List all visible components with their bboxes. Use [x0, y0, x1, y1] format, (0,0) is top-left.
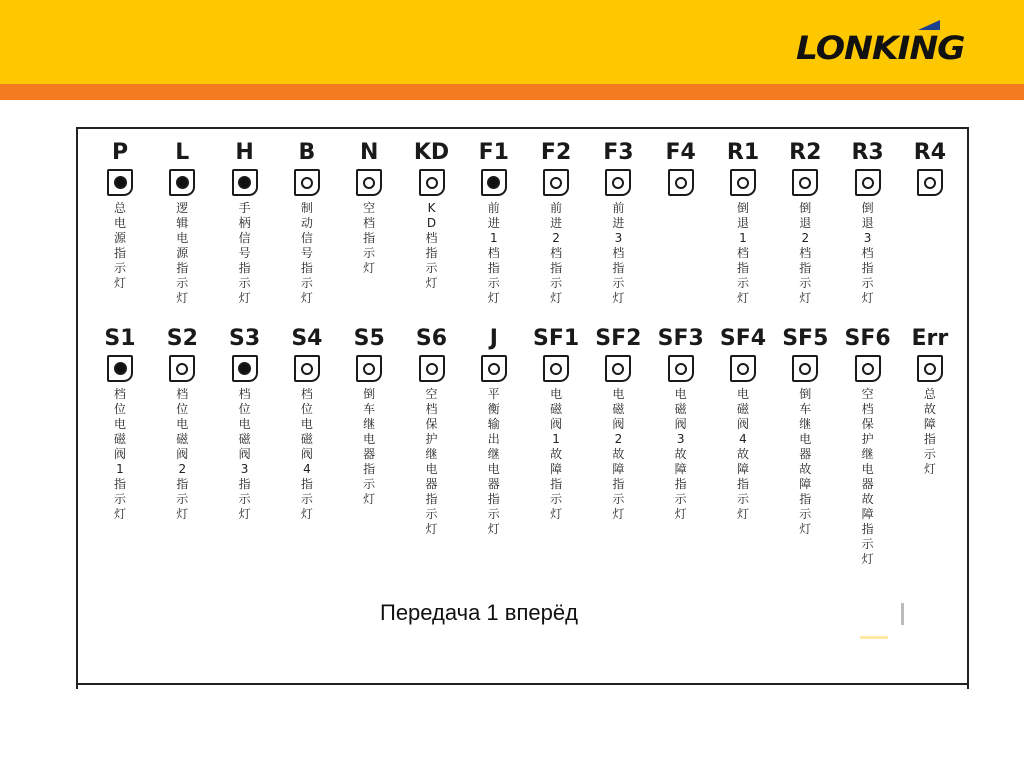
edge-mark — [901, 603, 904, 625]
indicator-code: SF5 — [782, 326, 829, 351]
lamp-dot-icon — [363, 363, 375, 375]
indicator-lamp-icon — [543, 169, 569, 196]
indicator-lamp-icon — [792, 169, 818, 196]
indicator-f4 — [651, 137, 711, 201]
indicator-label: 空档保护继电器故障指示灯 — [861, 387, 874, 566]
lamp-dot-icon — [550, 177, 562, 189]
indicator-lamp-icon — [730, 355, 756, 382]
indicator-label: 制动信号指示灯 — [300, 201, 313, 305]
indicator-n — [339, 137, 399, 276]
indicator-code: R2 — [789, 140, 822, 165]
indicator-code: R4 — [913, 140, 947, 165]
indicator-err — [900, 323, 960, 477]
indicator-lamp-icon — [356, 169, 382, 196]
indicator-code: SF6 — [844, 326, 891, 351]
indicator-lamp-icon — [917, 169, 943, 196]
indicator-lamp-icon — [855, 355, 881, 382]
lamp-dot-icon — [737, 363, 749, 375]
panel-left-border — [76, 127, 78, 689]
indicator-code: H — [235, 140, 254, 165]
indicator-code: SF4 — [719, 326, 767, 351]
indicator-kd — [402, 137, 462, 291]
lamp-dot-icon — [924, 363, 936, 375]
lamp-dot-icon — [488, 363, 500, 375]
indicator-label: 倒退1档指示灯 — [736, 201, 749, 305]
indicator-label: 前进2档指示灯 — [550, 201, 563, 305]
lamp-dot-icon — [612, 177, 624, 189]
indicator-lamp-icon — [481, 355, 507, 382]
lamp-dot-icon — [114, 176, 127, 189]
indicator-code: P — [111, 140, 129, 165]
lamp-dot-icon — [799, 363, 811, 375]
lamp-dot-icon — [675, 363, 687, 375]
indicator-label: 空档指示灯 — [363, 201, 376, 275]
indicator-sf6 — [838, 323, 898, 567]
indicator-f3 — [588, 137, 648, 306]
lamp-dot-icon — [426, 177, 438, 189]
indicator-code: R1 — [726, 140, 760, 165]
indicator-code: S3 — [229, 326, 261, 351]
indicator-label: 平衡输出继电器指示灯 — [487, 387, 500, 536]
lamp-dot-icon — [487, 176, 500, 189]
indicator-s6 — [402, 323, 462, 537]
indicator-label: 电磁阀3故障指示灯 — [674, 387, 687, 521]
lamp-dot-icon — [176, 363, 188, 375]
indicator-f2 — [526, 137, 586, 306]
indicator-r1 — [713, 137, 773, 306]
indicator-label: 档位电磁阀4指示灯 — [300, 387, 313, 521]
indicator-lamp-icon — [169, 169, 195, 196]
indicator-b — [277, 137, 337, 306]
lamp-dot-icon — [426, 363, 438, 375]
indicator-code: S4 — [291, 326, 323, 351]
indicator-r2 — [775, 137, 835, 306]
indicator-label: 手柄信号指示灯 — [238, 201, 251, 305]
indicator-lamp-icon — [169, 355, 195, 382]
indicator-label: 电磁阀2故障指示灯 — [612, 387, 625, 521]
indicator-label: 档位电磁阀2指示灯 — [176, 387, 189, 521]
indicator-code: F3 — [603, 140, 634, 165]
lonking-logo — [796, 18, 1000, 68]
indicator-label: 电磁阀1故障指示灯 — [550, 387, 563, 521]
logo-mark-icon — [918, 20, 940, 30]
indicator-label: 倒车继电器故障指示灯 — [799, 387, 812, 536]
indicator-code: J — [489, 326, 498, 351]
lamp-dot-icon — [363, 177, 375, 189]
indicator-sf1 — [526, 323, 586, 522]
indicator-label: 倒退3档指示灯 — [861, 201, 874, 305]
indicator-label: 档位电磁阀1指示灯 — [113, 387, 126, 521]
indicator-s2 — [152, 323, 212, 522]
indicator-code: F1 — [478, 140, 509, 165]
indicator-f1 — [464, 137, 524, 306]
lamp-dot-icon — [799, 177, 811, 189]
indicator-label: 档位电磁阀3指示灯 — [238, 387, 251, 521]
indicator-lamp-icon — [419, 355, 445, 382]
indicator-label: 前进3档指示灯 — [612, 201, 625, 305]
gear-caption: Передача 1 вперёд — [380, 600, 578, 625]
indicator-lamp-icon — [668, 169, 694, 196]
lamp-dot-icon — [862, 177, 874, 189]
indicator-code: S5 — [353, 326, 385, 351]
indicator-lamp-icon — [792, 355, 818, 382]
lamp-dot-icon — [301, 363, 313, 375]
indicator-lamp-icon — [917, 355, 943, 382]
indicator-l — [152, 137, 212, 306]
indicator-r3 — [838, 137, 898, 306]
indicator-code: SF2 — [595, 326, 642, 351]
indicator-label: KD档指示灯 — [425, 201, 438, 290]
indicator-label: 倒退2档指示灯 — [799, 201, 812, 305]
panel-bottom-border — [76, 683, 969, 685]
indicator-lamp-icon — [730, 169, 756, 196]
indicator-label: 电磁阀4故障指示灯 — [736, 387, 749, 521]
header-stripe — [0, 84, 1024, 100]
indicator-lamp-icon — [481, 169, 507, 196]
indicator-label: 总电源指示灯 — [113, 201, 126, 290]
indicator-sf2 — [588, 323, 648, 522]
lamp-dot-icon — [612, 363, 624, 375]
indicator-code: F4 — [665, 140, 696, 165]
lamp-dot-icon — [238, 176, 251, 189]
indicator-lamp-icon — [605, 355, 631, 382]
edge-mark-highlight — [860, 636, 888, 639]
lamp-dot-icon — [238, 362, 251, 375]
indicator-sf4 — [713, 323, 773, 522]
panel-right-border — [967, 127, 969, 689]
indicator-lamp-icon — [294, 169, 320, 196]
indicator-s3 — [215, 323, 275, 522]
lamp-dot-icon — [862, 363, 874, 375]
indicator-label: 倒车继电器指示灯 — [363, 387, 376, 506]
lamp-dot-icon — [550, 363, 562, 375]
indicator-code: F2 — [540, 140, 572, 165]
indicator-code: R3 — [851, 140, 884, 165]
indicator-code: L — [175, 140, 190, 165]
lamp-dot-icon — [924, 177, 936, 189]
indicator-r4 — [900, 137, 960, 201]
indicator-lamp-icon — [232, 169, 258, 196]
lamp-dot-icon — [301, 177, 313, 189]
panel-top-border — [76, 127, 969, 129]
indicator-code: Err — [911, 326, 949, 351]
indicator-lamp-icon — [668, 355, 694, 382]
indicator-lamp-icon — [294, 355, 320, 382]
lamp-dot-icon — [737, 177, 749, 189]
indicator-code: S6 — [415, 326, 448, 351]
indicator-code: S2 — [166, 326, 198, 351]
lamp-dot-icon — [176, 176, 189, 189]
indicator-sf3 — [651, 323, 711, 522]
indicator-lamp-icon — [107, 355, 133, 382]
indicator-s1 — [90, 323, 150, 522]
indicator-lamp-icon — [419, 169, 445, 196]
indicator-code: SF3 — [657, 326, 704, 351]
indicator-lamp-icon — [107, 169, 133, 196]
indicator-label: 前进1档指示灯 — [487, 201, 500, 305]
lamp-dot-icon — [675, 177, 687, 189]
indicator-label: 空档保护继电器指示灯 — [425, 387, 438, 536]
indicator-lamp-icon — [543, 355, 569, 382]
indicator-lamp-icon — [605, 169, 631, 196]
indicator-s5 — [339, 323, 399, 507]
indicator-code: N — [359, 140, 379, 165]
indicator-code: KD — [413, 140, 450, 165]
indicator-code: B — [298, 140, 316, 165]
logo-text: LONKING — [796, 29, 965, 67]
lamp-dot-icon — [114, 362, 127, 375]
indicator-lamp-icon — [232, 355, 258, 382]
indicator-h — [215, 137, 275, 306]
indicator-code: SF1 — [533, 326, 580, 351]
indicator-s4 — [277, 323, 337, 522]
indicator-label: 总故障指示灯 — [923, 387, 936, 476]
indicator-lamp-icon — [356, 355, 382, 382]
indicator-j — [464, 323, 524, 537]
indicator-label: 逻辑电源指示灯 — [176, 201, 189, 305]
indicator-p — [90, 137, 150, 291]
indicator-sf5 — [775, 323, 835, 537]
indicator-lamp-icon — [855, 169, 881, 196]
indicator-code: S1 — [104, 326, 136, 351]
